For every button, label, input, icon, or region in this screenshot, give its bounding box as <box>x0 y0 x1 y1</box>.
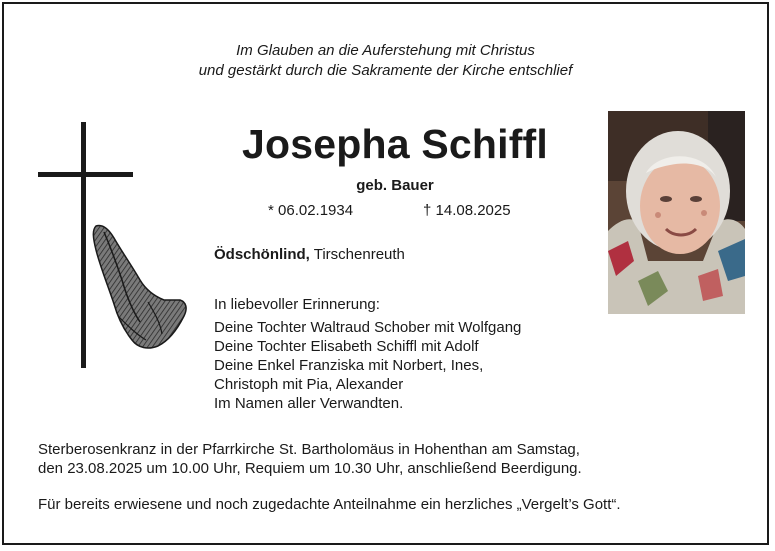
deceased-name: Josepha Schiffl <box>241 121 548 167</box>
mourner-line: Christoph mit Pia, Alexander <box>214 376 404 393</box>
cross-icon <box>81 122 86 368</box>
cross-icon-bar <box>38 172 133 177</box>
intro-line-2: und gestärkt durch die Sakramente der Kirche entschlief <box>198 62 573 79</box>
birth-date: * 06.02.1934 <box>268 202 354 219</box>
maiden-name: geb. Bauer <box>356 177 434 194</box>
thanks-line: Für bereits erwiesene und noch zugedachte Anteilnahme ein herzliches „Vergelt’s Gott“. <box>38 496 621 513</box>
mourner-line: Deine Tochter Waltraud Schober mit Wolfgang <box>214 319 522 336</box>
mourners-heading: In liebevoller Erinnerung: <box>214 296 380 313</box>
residence-village: Ödschönlind, <box>214 246 310 263</box>
mourner-line: Deine Enkel Franziska mit Norbert, Ines, <box>214 357 484 374</box>
portrait-photo <box>608 111 745 314</box>
death-date: † 14.08.2025 <box>423 202 511 219</box>
mourners-block <box>214 295 521 413</box>
mourner-line: Im Namen aller Verwandten. <box>214 395 404 412</box>
intro-line-1: Im Glauben an die Auferstehung mit Christus <box>236 42 535 59</box>
service-details <box>38 440 582 478</box>
mourner-line: Deine Tochter Elisabeth Schiffl mit Adolf <box>214 338 479 355</box>
service-line-1: Sterberosenkranz in der Pfarrkirche St. Bartholomäus in Hohenthan am Samstag, <box>38 441 580 458</box>
service-line-2: den 23.08.2025 um 10.00 Uhr, Requiem um 10.30 Uhr, anschließend Beerdigung. <box>38 460 582 477</box>
praying-hands-icon <box>88 222 190 354</box>
residence <box>214 246 405 263</box>
residence-district: Tirschenreuth <box>309 246 405 263</box>
